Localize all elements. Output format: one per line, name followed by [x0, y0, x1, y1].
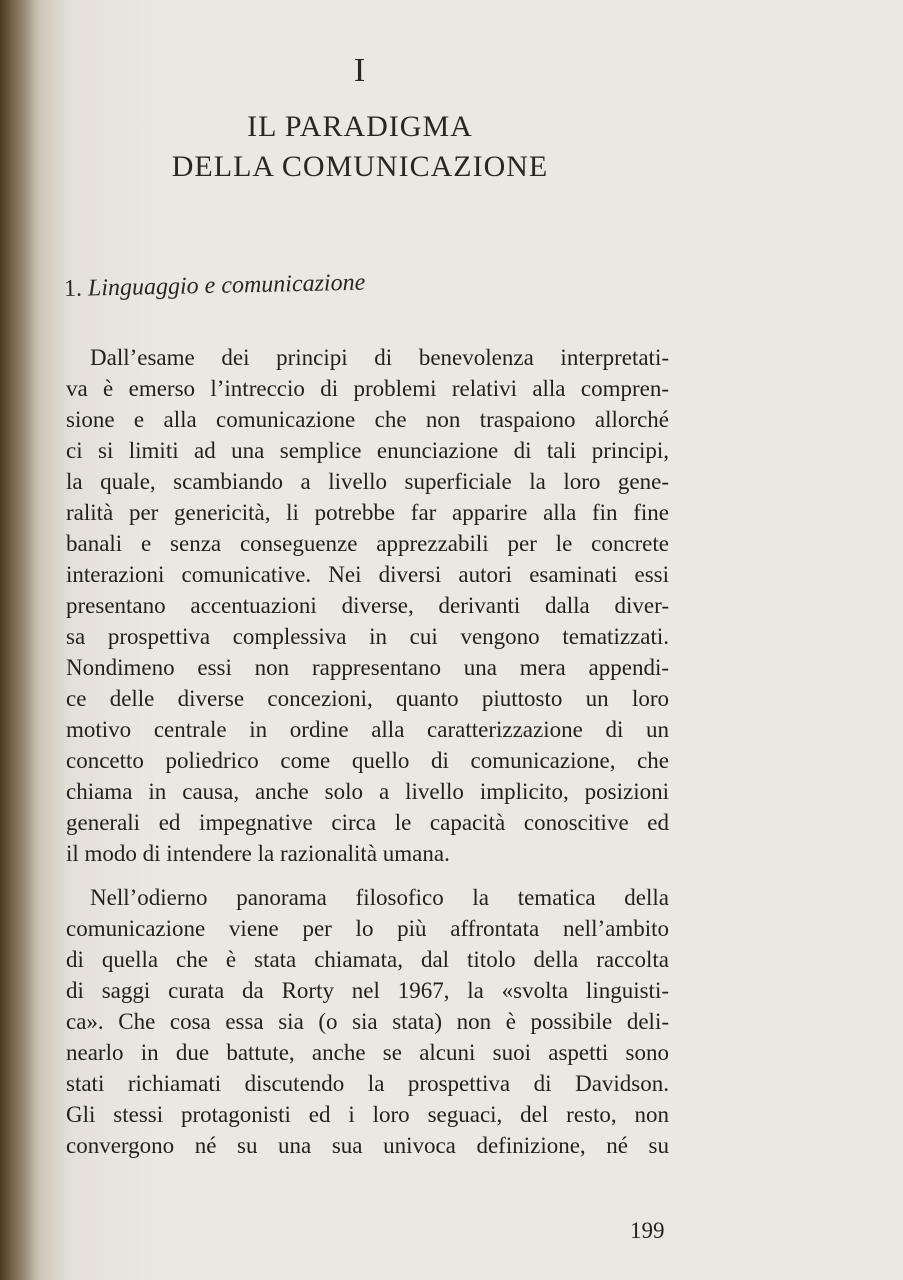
text-line: di quella che è stata chiamata, dal titolo della raccolta [66, 947, 669, 972]
chapter-number: I [353, 52, 367, 89]
section-number: 1. [63, 275, 83, 302]
text-line: ci si limiti ad una semplice enunciazione di tali principi, [66, 438, 669, 463]
text-line: concetto poliedrico come quello di comunicazione, che [66, 748, 669, 773]
text-line: Nondimeno essi non rappresentano una mera appendi- [66, 655, 669, 680]
text-line: di saggi curata da Rorty nel 1967, la «svolta linguisti- [66, 978, 669, 1003]
text-line: motivo centrale in ordine alla caratterizzazione di un [66, 717, 669, 742]
text-line: banali e senza conseguenze apprezzabili per le concrete [66, 531, 669, 556]
text-line: convergono né su una sua univoca definizione, né su [66, 1133, 669, 1158]
text-line: Dall’esame dei principi di benevolenza interpretati- [90, 345, 669, 370]
text-line: va è emerso l’intreccio di problemi relativi alla compren- [66, 376, 669, 401]
page-number: 199 [630, 1218, 665, 1243]
text-line: ca». Che cosa essa sia (o sia stata) non è possibile deli- [66, 1009, 669, 1034]
text-line: interazioni comunicative. Nei diversi autori esaminati essi [66, 562, 669, 587]
section-title: Linguaggio e comunicazione [87, 269, 366, 302]
text-line: la quale, scambiando a livello superficiale la loro gene- [66, 469, 669, 494]
binding-shadow [0, 0, 40, 1280]
text-line: chiama in causa, anche solo a livello implicito, posizioni [66, 779, 669, 804]
text-line: il modo di intendere la razionalità umana. [66, 841, 450, 866]
text-line: presentano accentuazioni diverse, derivanti dalla diver- [66, 593, 669, 618]
text-line: stati richiamati discutendo la prospettiva di Davidson. [66, 1071, 669, 1096]
text-line: comunicazione viene per lo più affrontata nell’ambito [66, 916, 669, 941]
text-line: sione e alla comunicazione che non traspaiono allorché [66, 407, 669, 432]
text-line: Gli stessi protagonisti ed i loro seguaci, del resto, non [66, 1102, 669, 1127]
text-line: generali ed impegnative circa le capacità conoscitive ed [66, 810, 669, 835]
chapter-title-line-2: DELLA COMUNICAZIONE [171, 150, 549, 183]
section-heading [64, 270, 366, 303]
text-line: Nell’odierno panorama filosofico la tematica della [90, 885, 669, 910]
text-line: ce delle diverse concezioni, quanto piuttosto un loro [66, 686, 669, 711]
text-line: ralità per genericità, li potrebbe far apparire alla fin fine [66, 500, 669, 525]
chapter-title-line-1: IL PARADIGMA [247, 110, 473, 143]
text-line: sa prospettiva complessiva in cui vengono tematizzati. [66, 624, 669, 649]
text-line: nearlo in due battute, anche se alcuni suoi aspetti sono [66, 1040, 669, 1065]
